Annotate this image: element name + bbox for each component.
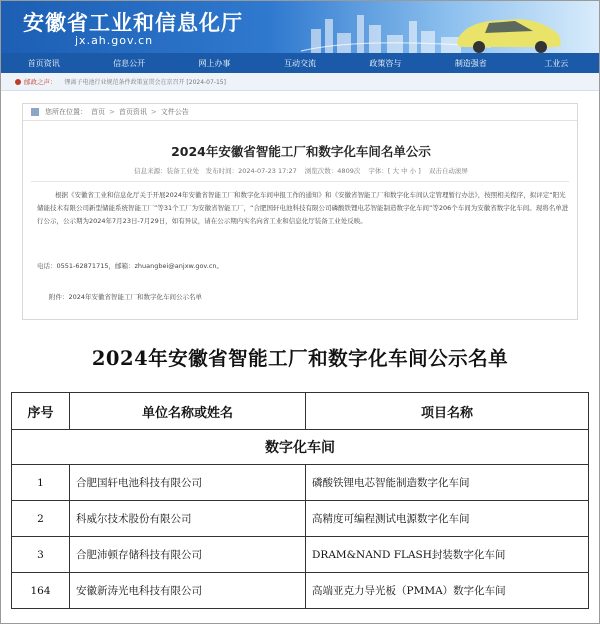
row-unit: 合肥沛顿存储科技有限公司 [70,537,306,573]
row-no: 164 [12,573,70,609]
row-project: DRAM&NAND FLASH封装数字化车间 [306,537,589,573]
news-ticker [1,73,599,91]
row-no: 1 [12,465,70,501]
list-table [11,392,589,609]
row-unit: 科威尔技术股份有限公司 [70,501,306,537]
breadcrumb-news[interactable]: 首页资讯 [118,108,147,116]
nav-item-cloud[interactable]: 工业云 [544,58,569,68]
table-row [12,537,589,573]
contact-info: 电话：0551-62871715，邮箱：zhuangbei@anjxw.gov.cn。 [37,262,224,270]
row-unit: 合肥国轩电池科技有限公司 [70,465,306,501]
ticker-label: 邮政之声： [15,77,57,86]
article-meta [23,166,579,175]
breadcrumb-prefix: 您所在位置： [45,108,87,116]
breadcrumb-separator: > [150,108,157,116]
table-row [12,501,589,537]
nav-item-info[interactable]: 信息公开 [113,58,146,68]
site-header [1,1,599,53]
table-row [12,573,589,609]
row-project: 高精度可编程测试电源数字化车间 [306,501,589,537]
nav-item-manufacturing[interactable]: 制造强省 [454,58,487,68]
article-body: 根据《安徽省工业和信息化厅关于开展2024年安徽省智能工厂和数字化车间申报工作的通知》和《安徽省智能工厂和数字化车间认定管理暂行办法》，按照相关程序，拟评定“阳光储能技术有限公司新型储能系统智能工厂”等31个工厂为安徽省智能工厂，“合肥国轩电池科技有限公司磷酸铁锂电芯智能制造数字化车间”等206个车间为安徽省数字化车间。现将名单进行公示，公示期为2024年7月23日-7月29日，如有异议，请在公示期内实名向省工业和信息化厅装备工业处反映。 [37,191,569,225]
breadcrumb-notices[interactable]: 文件公告 [160,108,189,116]
breadcrumb-separator: > [109,108,115,116]
section-row [12,430,589,465]
breadcrumb [31,107,189,117]
breadcrumb-home[interactable]: 首页 [91,108,105,116]
main-nav [1,53,599,73]
article-panel [22,103,578,320]
section-title: 数字化车间 [12,430,589,465]
nav-item-home[interactable]: 首页资讯 [27,58,60,68]
header-no: 序号 [12,393,70,430]
home-icon [31,108,39,116]
table-header-row [12,393,589,430]
header-project: 项目名称 [306,393,589,430]
auto-scroll-link[interactable]: 双击自动滚屏 [428,167,468,175]
row-unit: 安徽新涛光电科技有限公司 [70,573,306,609]
nav-item-services[interactable]: 网上办事 [198,58,231,68]
divider [23,120,577,121]
nav-item-interaction[interactable]: 互动交流 [283,58,316,68]
list-title: 2024年安徽省智能工厂和数字化车间公示名单 [91,347,509,370]
header-unit: 单位名称或姓名 [70,393,306,430]
site-title[interactable]: 安徽省工业和信息化厅 [23,11,243,35]
font-size-control[interactable]: 字体：[ 大 中 小 ] [368,167,421,175]
divider [31,181,569,182]
nav-item-policy[interactable]: 政策咨与 [369,58,402,68]
table-row [12,465,589,501]
row-project: 磷酸铁锂电芯智能制造数字化车间 [306,465,589,501]
site-domain: jx.ah.gov.cn [75,34,154,47]
row-no: 3 [12,537,70,573]
row-project: 高端亚克力导光板（PMMA）数字化车间 [306,573,589,609]
attachment-link[interactable]: 附件：2024年安徽省智能工厂和数字化车间公示名单 [49,293,203,301]
meta-source-date: 信息来源：装备工业处 发布时间：2024-07-23 17:27 [134,167,297,175]
ticker-dot-icon [15,79,21,85]
ticker-link[interactable]: 锂离子电池行业规范条件政策宣贯会在京召开 [2024-07-15] [64,79,226,86]
car-graphic [449,3,569,53]
row-no: 2 [12,501,70,537]
article-title: 2024年安徽省智能工厂和数字化车间名单公示 [171,144,431,159]
meta-views: 浏览次数：4809次 [304,167,361,175]
